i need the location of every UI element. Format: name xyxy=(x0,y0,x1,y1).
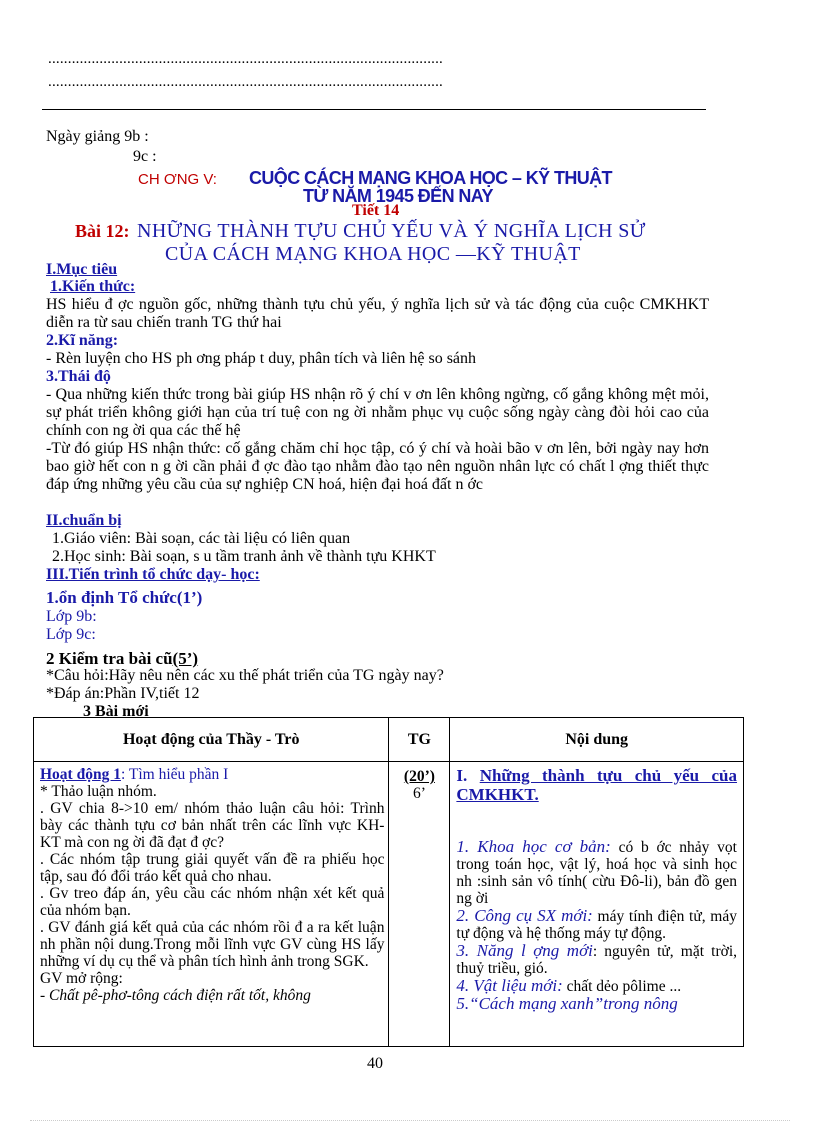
check-answer: *Đáp án:Phần IV,tiết 12 xyxy=(46,685,200,702)
lesson-prefix: Bài 12: xyxy=(75,221,130,241)
chapter-title-2: TỪ NĂM 1945 ĐẾN NAY xyxy=(303,186,493,206)
activity-title: Hoạt động 1 xyxy=(40,766,121,783)
check-heading xyxy=(46,649,198,669)
activity-line: . GV đánh giá kết quả của các nhóm rồi đ a ra kết luận nh phần nội dung.Trong mỗi lĩnh vực GV cùng HS lấy những ví dụ cụ thể và phân tích hình ảnh trong SGK. xyxy=(40,919,385,970)
content-item-text: máy tính điện tử, máy tự động và hệ thống máy tự động. xyxy=(456,908,737,942)
activity-line: * Thảo luận nhóm. xyxy=(40,783,157,800)
content-item-text: có b ớc nhảy vọt trong toán học, vật lý, hoá học và sinh học nh :sinh sản vô tính( cừu Đô-li), bản đồ gen ng ời xyxy=(456,839,737,907)
content-item xyxy=(456,942,737,977)
activity-line: . Các nhóm tập trung giải quyết vấn đề ra phiếu học tập, sau đó đổi tráo kết quả cho nhau. xyxy=(40,851,385,885)
chapter-prefix: CH ƠNG V: xyxy=(138,171,217,188)
content-item-label: 5.“Cách mạng xanh”trong nông xyxy=(456,994,678,1013)
content-item-text: chất dẻo pôlime ... xyxy=(562,978,682,995)
activity-line: . GV chia 8->10 em/ nhóm thảo luận câu hỏi: Trình bày các thành tựu cơ bản nhất trên các lĩnh vực KH- KT mà con ng ời đã đạt đ ợc? xyxy=(40,800,385,851)
header-dots-line-2: .................................................................................................... xyxy=(48,74,443,90)
activity-line: GV mở rộng: xyxy=(40,970,123,987)
attitude-text-2: -Từ đó giúp HS nhận thức: cố gắng chăm chỉ học tập, có ý chí và hoài bão v ơn lên, bởi ngày nay hơn bao giờ hết con n g ời cần phải đ ợc đào tạo nhằm đào tạo nên nguồn nhân lực có chất l ợng thiết thực đáp ứng những yêu cầu của sự nghiệp CN hoá, hiện đại hoá đất n ớc xyxy=(46,440,709,493)
content-item xyxy=(456,995,737,1013)
organization-heading: 1.ổn định Tổ chức(1’) xyxy=(46,588,203,607)
skills-text: - Rèn luyện cho HS ph ơng pháp t duy, phân tích và liên hệ so sánh xyxy=(46,350,477,367)
content-heading-num: I. xyxy=(456,766,468,785)
table-row xyxy=(34,762,744,1047)
process-heading: III.Tiến trình tổ chức dạy- học: xyxy=(46,566,260,583)
lesson-table xyxy=(33,717,744,1047)
content-item xyxy=(456,977,737,995)
content-heading-text: Những thành tựu chủ yếu của CMKHKT. xyxy=(456,766,738,804)
skills-heading: 2.Kĩ năng: xyxy=(46,332,119,349)
activity-cell xyxy=(34,762,389,1047)
content-item-label: 2. Công cụ SX mới: xyxy=(456,906,593,925)
table-header-row xyxy=(34,718,744,762)
header-activity: Hoạt động của Thầy - Trò xyxy=(34,718,389,762)
class-9c: Lớp 9c: xyxy=(46,626,96,643)
knowledge-text: HS hiểu đ ợc nguồn gốc, những thành tựu chủ yếu, ý nghĩa lịch sử và tác động của cuộc CMKHKT diễn ra từ sau chiến tranh TG thứ hai xyxy=(46,296,709,331)
activity-subtitle: : Tìm hiểu phần I xyxy=(120,766,229,783)
date-label-9c: 9c : xyxy=(133,148,157,165)
attitude-text-1: - Qua những kiến thức trong bài giúp HS nhận rõ ý chí v ơn lên không ngừng, cố gắng không mệt mỏi, sự phát triển không giới hạn của trí tuệ con ng ời nhằm phục vụ cuộc sống ngày càng đòi hỏi cao của chính con ng ời qua các thế hệ xyxy=(46,386,709,439)
content-item-label: 1. Khoa học cơ bản: xyxy=(456,837,611,856)
check-question: *Câu hỏi:Hãy nêu nên các xu thế phát triển của TG ngày nay? xyxy=(46,667,444,684)
activity-line: . Gv treo đáp án, yêu cầu các nhóm nhận xét kết quả của nhóm bạn. xyxy=(40,885,385,919)
preparation-heading: II.chuẩn bị xyxy=(46,512,122,529)
date-label-9b: Ngày giảng 9b : xyxy=(46,128,149,145)
attitude-heading: 3.Thái độ xyxy=(46,368,111,385)
header-time: TG xyxy=(389,718,450,762)
content-item-label: 3. Năng l ợng mới xyxy=(456,941,593,960)
content-heading xyxy=(456,766,737,804)
lesson-title-1: NHỮNG THÀNH TỰU CHỦ YẾU VÀ Ý NGHĨA LỊCH SỬ xyxy=(137,220,646,242)
time-total: (20’) xyxy=(403,768,435,785)
time-part: 6’ xyxy=(412,785,426,802)
preparation-teacher: 1.Giáo viên: Bài soạn, các tài liệu có liên quan xyxy=(52,530,351,547)
header-content: Nội dung xyxy=(450,718,744,762)
new-lesson-heading: 3 Bài mới xyxy=(83,703,149,720)
page-edge xyxy=(30,1120,790,1121)
content-item-text: : nguyên tử, mặt trời, thuỷ triều, gió. xyxy=(456,943,737,977)
preparation-student: 2.Học sinh: Bài soạn, s u tầm tranh ảnh về thành tựu KHKT xyxy=(52,548,436,565)
page-number: 40 xyxy=(367,1055,383,1072)
check-heading-text: 2 Kiểm tra bài cũ xyxy=(46,649,173,668)
content-item xyxy=(456,907,737,942)
knowledge-heading: 1.Kiến thức: xyxy=(50,278,136,295)
objectives-heading: I.Mục tiêu xyxy=(46,261,118,278)
activity-italic-line: - Chất pê-phơ-tông cách điện rất tốt, không xyxy=(40,987,311,1004)
content-cell xyxy=(450,762,744,1047)
chapter-title-1: CUỘC CÁCH MẠNG KHOA HỌC – KỸ THUẬT xyxy=(249,168,612,188)
check-heading-time: (5’) xyxy=(172,649,199,668)
activity-heading xyxy=(40,766,384,783)
content-item xyxy=(456,838,737,907)
header-dots-line-1: .................................................................................................... xyxy=(48,51,443,67)
class-9b: Lớp 9b: xyxy=(46,608,97,625)
period-label: Tiết 14 xyxy=(352,202,400,219)
content-item-label: 4. Vật liệu mới: xyxy=(456,976,563,995)
header-rule xyxy=(42,109,706,110)
time-cell xyxy=(389,762,450,1047)
lesson-title-2: CỦA CÁCH MẠNG KHOA HỌC —KỸ THUẬT xyxy=(165,243,581,265)
